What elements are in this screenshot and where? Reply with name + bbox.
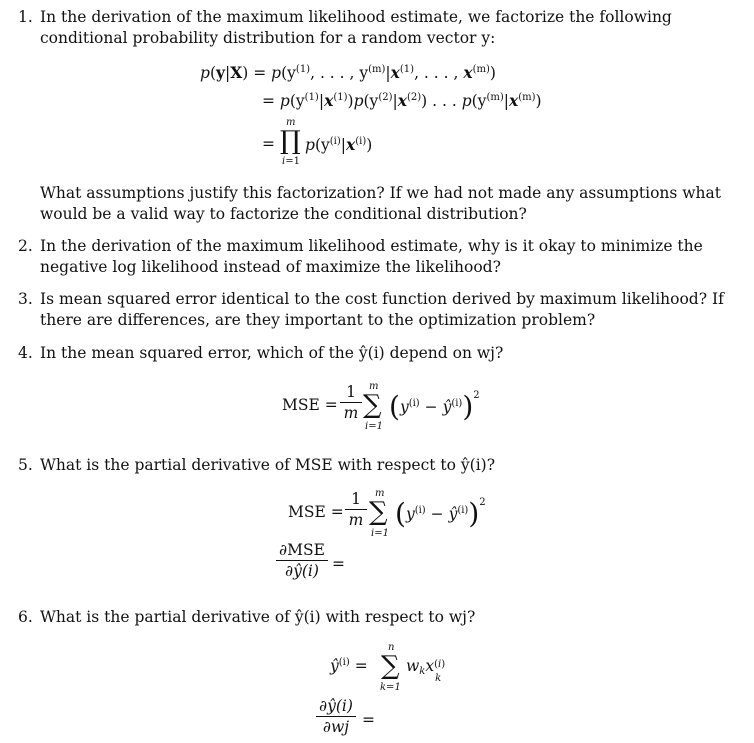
question-1-followup <box>40 183 740 225</box>
factorization-line-3-term: $p(y^{(i)}|x^{(i)})$ <box>305 135 373 154</box>
question-3 <box>18 289 740 331</box>
partial-mse-fraction <box>276 541 328 580</box>
mse-label-q5 <box>288 503 344 521</box>
partial-denominator: ∂ŷ(i) <box>285 562 319 580</box>
sum-lower-limit-q6: k=1 <box>380 682 401 693</box>
yhat-term: $w_kx$ (i) k <box>406 657 446 684</box>
product-symbol: ∏ <box>280 126 301 156</box>
sum-symbol-q5: ∑ <box>369 497 388 527</box>
mse-label: MSE <box>288 503 326 521</box>
sum-symbol-q6: ∑ <box>381 651 400 681</box>
fraction-denominator: m <box>343 404 359 422</box>
partial-mse-equals: = <box>332 555 345 573</box>
mse-fraction-q4 <box>340 383 362 422</box>
product-upper-limit: m <box>286 117 296 128</box>
mse-label-q4 <box>282 396 338 414</box>
sum-lower-limit-q5: i=1 <box>371 528 389 539</box>
question-followup-text: What assumptions justify this factorization? If we had not made any assumptions what would be a valid way to factorize the conditional distribution? <box>40 184 721 223</box>
question-text: In the derivation of the maximum likelihood estimate, why is it okay to minimize the negative log likelihood instead of maximize the likelihood? <box>40 237 703 276</box>
partial-numerator: ∂MSE <box>279 541 325 559</box>
question-4 <box>18 343 740 364</box>
mse-label: MSE <box>282 396 320 414</box>
factorization-line-1: $p(y|X) = p(y^{(1)}$, . . . , $y^{(m)}|x^{(1)}$, . . . , $x^{(m)}$) <box>200 63 496 82</box>
product-lower-limit: i=1 <box>282 156 300 167</box>
equals-sign: = <box>330 503 344 521</box>
question-number: 3. <box>18 290 33 308</box>
question-text: What is the partial derivative of MSE with respect to ŷ(i)? <box>40 456 496 474</box>
sum-symbol-q4: ∑ <box>363 390 382 420</box>
partial-numerator: ∂ŷ(i) <box>319 697 353 715</box>
question-number: 4. <box>18 344 33 362</box>
sum-upper-limit-q5: m <box>375 488 385 499</box>
fraction-denominator: m <box>348 511 364 529</box>
partial-denominator: ∂wj <box>322 718 350 736</box>
question-text: In the mean squared error, which of the ŷ(i) depend on wj? <box>40 344 504 362</box>
question-number: 6. <box>18 608 33 626</box>
partial-yhat-fraction <box>316 697 356 736</box>
question-2 <box>18 236 740 278</box>
question-text: What is the partial derivative of ŷ(i) with respect to wj? <box>40 608 476 626</box>
question-text: Is mean squared error identical to the cost function derived by maximum likelihood? If there are differences, are they important to the optimization problem? <box>40 290 724 329</box>
question-text: In the derivation of the maximum likelihood estimate, we factorize the following conditional probability distribution for a random vector y: <box>40 8 672 47</box>
question-1 <box>18 7 740 49</box>
fraction-numerator: 1 <box>351 490 361 508</box>
question-number: 2. <box>18 237 33 255</box>
equals-sign: = <box>354 657 368 675</box>
fraction-numerator: 1 <box>346 383 356 401</box>
factorization-line-2: = $p(y^{(1)}|x^{(1)})p(y^{(2)}|x^{(2)})$ . . . $p(y^{(m)}|x^{(m)})$ <box>262 91 542 110</box>
yhat-label: $ŷ^{(i)}$ = <box>330 657 368 675</box>
sum-lower-limit-q4: i=1 <box>365 421 383 432</box>
mse-term-q5: ($y^{(i)}$ − $ŷ^{(i)})^2$ <box>395 497 486 530</box>
equals-sign: = <box>324 396 338 414</box>
question-number: 1. <box>18 8 33 26</box>
question-5 <box>18 455 740 476</box>
mse-fraction-q5 <box>345 490 367 529</box>
mse-term-q4: ($y^{(i)}$ − $ŷ^{(i)})^2$ <box>389 390 480 423</box>
sum-upper-limit-q4: m <box>369 381 379 392</box>
factorization-line-3: = <box>262 135 275 153</box>
question-number: 5. <box>18 456 33 474</box>
sum-upper-limit-q6: n <box>388 642 395 653</box>
question-6 <box>18 607 740 628</box>
partial-yhat-equals: = <box>362 711 375 729</box>
